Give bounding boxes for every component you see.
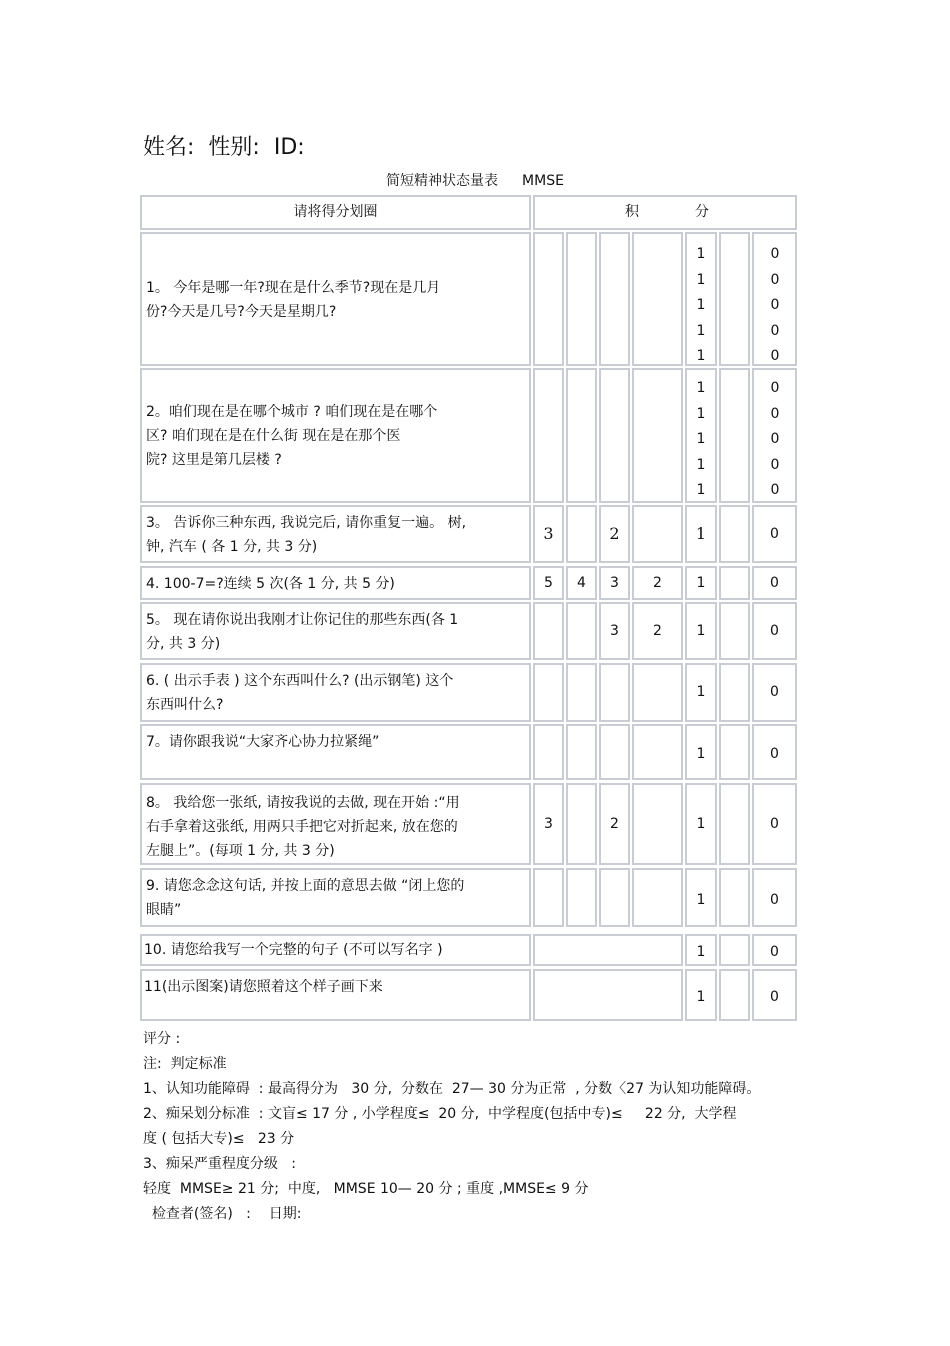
score-two: 2 <box>610 816 619 832</box>
question-6-line-2: 东西叫什么? <box>146 697 224 713</box>
title-abbr: MMSE <box>522 173 564 189</box>
score-cell <box>719 663 750 722</box>
score-one: 1 <box>696 623 706 639</box>
score-zero: 0 <box>770 526 779 542</box>
score-one-cell <box>685 368 717 503</box>
score-cell <box>533 602 564 660</box>
patient-header <box>143 130 319 161</box>
score-one: 1 <box>696 684 706 700</box>
score-cell <box>685 566 717 600</box>
score-cell <box>599 868 630 927</box>
question-8-line-3: 左腿上”。(每项 1 分, 共 3 分) <box>146 843 335 859</box>
question-5-line-2: 分, 共 3 分) <box>146 636 221 652</box>
question-11-line-1: 11(出示图案)请您照着这个样子画下来 <box>144 979 383 995</box>
score-cell <box>632 724 683 780</box>
question-1 <box>140 232 531 366</box>
score-zero: 0 <box>770 892 779 908</box>
score-cell <box>566 368 597 503</box>
score-cell <box>752 663 797 722</box>
header-instruction-cell <box>140 195 531 230</box>
score-zero: 0 <box>770 623 779 639</box>
score-one: 1 <box>696 944 706 960</box>
score-cell <box>719 566 750 600</box>
question-11 <box>140 969 531 1021</box>
score-cell <box>599 663 630 722</box>
question-2-line-3: 院? 这里是第几层楼 ? <box>146 452 282 468</box>
score-cell <box>719 368 750 503</box>
score-cell <box>566 232 597 366</box>
score-cell <box>632 663 683 722</box>
score-cell <box>685 602 717 660</box>
score-three: 3 <box>543 524 554 543</box>
score-one-cell <box>685 232 717 366</box>
score-cell <box>752 724 797 780</box>
question-6-line-1: 6. ( 出示手表 ) 这个东西叫什么? (出示钢笔) 这个 <box>146 673 454 689</box>
score-one: 1 <box>696 892 706 908</box>
score-zero: 0 <box>770 348 780 364</box>
note-line-2a: 2、痴呆划分标准 : 文盲≤ 17 分 , 小学程度≤ 20 分, 中学程度(包括中专)≤ 22 分, 大学程 <box>143 1106 737 1122</box>
score-zero: 0 <box>770 944 779 960</box>
score-cell <box>632 566 683 600</box>
score-five: 5 <box>544 575 553 591</box>
header-score-b: 分 <box>695 204 709 220</box>
signature-date-line: 检查者(签名) : 日期: <box>143 1206 302 1222</box>
score-cell <box>752 868 797 927</box>
score-zero: 0 <box>770 684 779 700</box>
id-label: ID: <box>273 135 305 160</box>
score-cell <box>599 724 630 780</box>
score-cell <box>752 505 797 563</box>
score-zero: 0 <box>770 271 780 288</box>
header-score-a: 积 <box>625 204 639 220</box>
score-zero: 0 <box>770 405 780 422</box>
score-one: 1 <box>696 431 706 447</box>
score-one: 1 <box>696 575 706 591</box>
score-cell <box>566 602 597 660</box>
score-cell <box>719 868 750 927</box>
score-one: 1 <box>696 816 706 832</box>
score-cell <box>719 505 750 563</box>
score-cell <box>566 868 597 927</box>
score-one: 1 <box>696 456 706 473</box>
score-cell <box>752 602 797 660</box>
score-cell <box>632 368 683 503</box>
question-2-line-2: 区? 咱们现在是在什么街 现在是在那个医 <box>146 428 401 444</box>
score-one: 1 <box>696 746 706 762</box>
score-zero: 0 <box>770 816 779 832</box>
score-zero: 0 <box>770 431 780 447</box>
question-9 <box>140 868 531 927</box>
question-10-line-1: 10. 请您给我写一个完整的句子 (不可以写名字 ) <box>144 942 443 958</box>
question-6 <box>140 663 531 722</box>
score-one: 1 <box>696 380 706 396</box>
question-9-line-1: 9. 请您念念这句话, 并按上面的意思去做 “闭上您的 <box>146 878 465 894</box>
question-7 <box>140 724 531 780</box>
score-zero-cell <box>752 232 797 366</box>
score-cell <box>599 232 630 366</box>
question-1-line-1: 1。 今年是哪一年?现在是什么季节?现在是几月 <box>146 280 441 296</box>
score-two: 2 <box>653 623 662 639</box>
score-cell-merged <box>533 969 683 1021</box>
score-cell <box>533 505 564 563</box>
score-one: 1 <box>696 271 706 288</box>
score-zero: 0 <box>770 989 779 1005</box>
score-one: 1 <box>696 989 706 1005</box>
score-zero: 0 <box>770 322 780 339</box>
gender-label: 性别: <box>208 135 260 160</box>
score-cell <box>566 663 597 722</box>
question-8 <box>140 783 531 865</box>
score-cell <box>685 724 717 780</box>
score-cell <box>719 724 750 780</box>
score-one: 1 <box>696 322 706 339</box>
score-cell <box>752 969 797 1021</box>
score-zero: 0 <box>770 456 780 473</box>
header-instruction: 请将得分划圈 <box>293 204 378 220</box>
question-8-line-2: 右手拿着这张纸, 用两只手把它对折起来, 放在您的 <box>146 819 458 835</box>
score-cell <box>632 868 683 927</box>
score-cell <box>719 232 750 366</box>
score-cell <box>685 934 717 966</box>
score-one: 1 <box>696 405 706 422</box>
score-cell <box>533 368 564 503</box>
score-cell <box>566 566 597 600</box>
question-3-line-2: 钟, 汽车 ( 各 1 分, 共 3 分) <box>146 539 318 555</box>
score-three: 3 <box>610 623 619 639</box>
score-one: 1 <box>696 297 706 313</box>
score-cell <box>685 868 717 927</box>
score-zero: 0 <box>770 575 779 591</box>
score-cell <box>533 663 564 722</box>
note-line-4: 轻度 MMSE≥ 21 分; 中度, MMSE 10— 20 分 ; 重度 ,MMSE≤ 9 分 <box>143 1181 589 1197</box>
note-line-1: 1、认知功能障碍 : 最高得分为 30 分, 分数在 27— 30 分为正常 , 分数〈27 为认知功能障碍。 <box>143 1081 761 1097</box>
score-cell <box>533 566 564 600</box>
score-cell <box>685 505 717 563</box>
header-score-cell <box>533 195 797 230</box>
question-7-line-1: 7。请你跟我说“大家齐心协力拉紧绳” <box>146 734 380 750</box>
score-three: 3 <box>544 816 553 832</box>
question-1-line-2: 份?今天是几号?今天是星期几? <box>146 304 337 320</box>
score-cell <box>599 566 630 600</box>
question-4-line-1: 4. 100-7=?连续 5 次(各 1 分, 共 5 分) <box>146 576 395 592</box>
question-5 <box>140 602 531 660</box>
question-9-line-2: 眼睛” <box>146 902 182 918</box>
note-line-3: 3、痴呆严重程度分级 : <box>143 1156 296 1172</box>
score-cell <box>685 783 717 865</box>
score-cell <box>719 602 750 660</box>
scoring-notes <box>143 1027 803 1227</box>
score-cell <box>632 783 683 865</box>
score-cell <box>632 505 683 563</box>
note-title: 注: 判定标准 <box>143 1056 227 1072</box>
score-zero-cell <box>752 368 797 503</box>
score-zero: 0 <box>770 746 779 762</box>
score-cell <box>632 232 683 366</box>
score-cell <box>566 724 597 780</box>
question-4 <box>140 566 531 600</box>
score-one: 1 <box>696 246 706 262</box>
score-cell <box>685 969 717 1021</box>
question-3 <box>140 505 531 563</box>
score-cell <box>719 969 750 1021</box>
question-3-line-1: 3。 告诉你三种东西, 我说完后, 请你重复一遍。 树, <box>146 515 467 531</box>
score-cell <box>533 232 564 366</box>
score-zero: 0 <box>770 380 780 396</box>
score-four: 4 <box>577 575 586 591</box>
score-cell <box>752 566 797 600</box>
score-cell-merged <box>533 934 683 966</box>
question-2-line-1: 2。咱们现在是在哪个城市 ? 咱们现在是在哪个 <box>146 404 438 420</box>
score-one: 1 <box>696 482 706 498</box>
score-zero: 0 <box>770 246 780 262</box>
title-main: 简短精神状态量表 <box>386 173 499 189</box>
score-cell <box>566 783 597 865</box>
score-cell <box>719 783 750 865</box>
score-cell <box>599 783 630 865</box>
document-title <box>0 170 950 190</box>
score-one: 1 <box>696 348 706 364</box>
score-cell <box>599 505 630 563</box>
score-one: 1 <box>695 524 707 543</box>
question-2 <box>140 368 531 503</box>
question-5-line-1: 5。 现在请你说出我刚才让你记住的那些东西(各 1 <box>146 612 459 628</box>
score-cell <box>533 868 564 927</box>
score-cell <box>533 724 564 780</box>
score-cell <box>752 783 797 865</box>
score-three: 3 <box>610 575 619 591</box>
score-two: 2 <box>609 524 620 543</box>
note-line-2b: 度 ( 包括大专)≤ 23 分 <box>143 1131 295 1147</box>
score-zero: 0 <box>770 482 780 498</box>
score-cell <box>685 663 717 722</box>
score-cell <box>599 368 630 503</box>
score-two: 2 <box>653 575 662 591</box>
score-cell <box>599 602 630 660</box>
score-zero: 0 <box>770 297 780 313</box>
score-cell <box>566 505 597 563</box>
question-10 <box>140 934 531 966</box>
question-8-line-1: 8。 我给您一张纸, 请按我说的去做, 现在开始 :“用 <box>146 795 460 811</box>
score-cell <box>719 934 750 966</box>
name-label: 姓名: <box>143 135 195 160</box>
score-cell <box>632 602 683 660</box>
score-cell <box>533 783 564 865</box>
score-cell <box>752 934 797 966</box>
score-label: 评分 : <box>143 1031 181 1047</box>
